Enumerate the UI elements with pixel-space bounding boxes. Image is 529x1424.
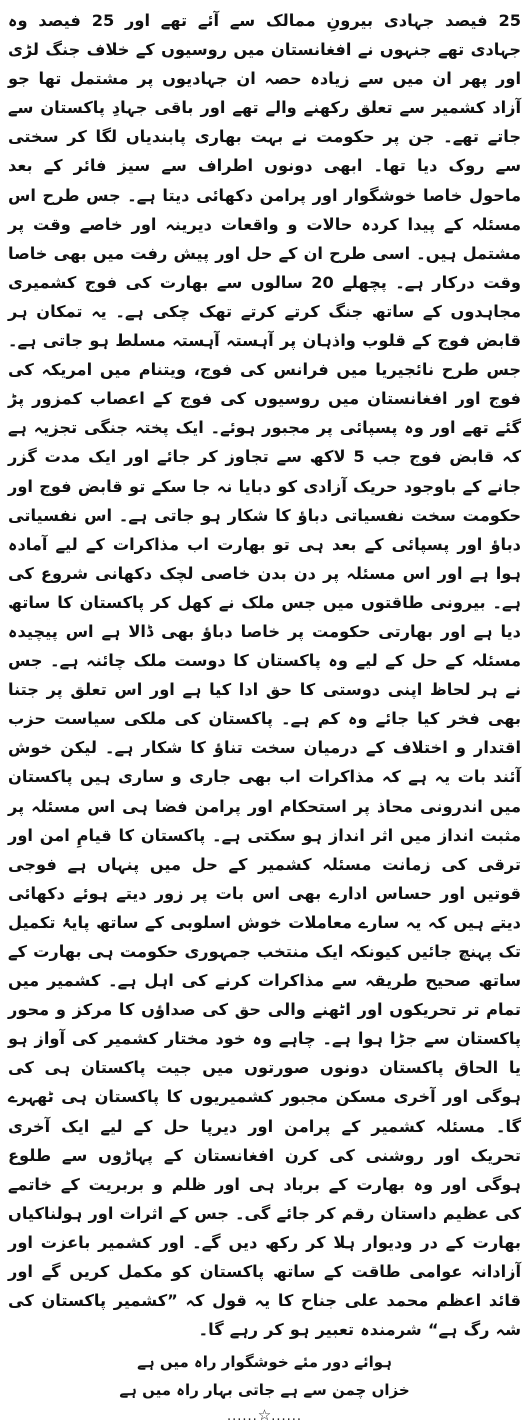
article-body-text: 25 فیصد جہادی بیرونِ ممالک سے آئے تھے اور 25 فیصد وہ جہادی تھے جنہوں نے افغانستان میں روسیوں کے خلاف جنگ لڑی اور پھر ان میں سے زیادہ حصہ ان جہادیوں پر مشتمل تھا جو آزاد کشمیر سے تعلق رکھنے والے تھے اور باقی جہادِ پاکستان سے جاتے تھے۔ جن پر حکومت نے بہت بھاری پابندیاں لگا کر سختی سے روک دیا تھا۔ ابھی دونوں اطراف سے سیز فائر کے بعد ماحول خاصا خوشگوار اور پرامن دکھائی دیتا ہے۔ جس طرح اس مسئلہ کے پیدا کردہ حالات و واقعات دیرینہ اور خاصے وقت پر مشتمل ہیں۔ اسی طرح ان کے حل اور پیش رفت میں بھی خاصا وقت درکار ہے۔ پچھلے 20 سالوں سے بھارت کی فوج کشمیری مجاہدوں کے ساتھ جنگ کرتے کرتے تھک چکی ہے۔ یہ تمکان ہر قابض فوج کے قلوب واذہان پر آہستہ آہستہ مسلط ہو جاتی ہے۔ جس طرح نائجیریا میں فرانس کی فوج، ویتنام میں امریکہ کی فوج اور افغانستان میں روسیوں کی فوج کے اعصاب کمزور پڑ گئے تھے اور وہ پسپائی پر مجبور ہوئے۔ ایک پختہ جنگی تجزیہ ہے کہ قابض فوج جب 5 لاکھ سے تجاوز کر جائے اور ایک مدت گزر جانے کے باوجود حریک آزادی کو دبایا نہ جا سکے تو قابض فوج اور حکومت سخت نفسیاتی دباؤ کا شکار ہو جاتی ہے۔ اس نفسیاتی دباؤ اور پسپائی کے بعد ہی تو بھارت اب مذاکرات کے لیے آمادہ ہوا ہے اور اس مسئلہ پر دن بدن خاصی لچک دکھانی شروع کی ہے۔ بیرونی طاقتوں میں جس ملک نے کھل کر پاکستان کا ساتھ دیا ہے اور بھارتی حکومت پر خاصا دباؤ بھی ڈالا ہے اس پیچیدہ مسئلہ کے حل کے لیے وہ پاکستان کا دوست ملک چائنہ ہے۔ جس نے ہر لحاظ اپنی دوستی کا حق ادا کیا ہے اور اس تعلق پر جتنا بھی فخر کیا جائے وہ کم ہے۔ پاکستان کی ملکی سیاست حزب اقتدار و اختلاف کے درمیان سخت تناؤ کا شکار ہے۔ لیکن خوش آئند بات یہ ہے کہ مذاکرات اب بھی جاری و ساری ہیں پاکستان میں اندرونی محاذ پر استحکام اور پرامن فضا ہی اس مسئلہ پر مثبت انداز میں اثر انداز ہو سکتی ہے۔ پاکستان کا قیامِ امن اور ترقی کی زمانت مسئلہ کشمیر کے حل میں پنہاں ہے فوجی قوتیں اور حساس ادارے بھی اس بات پر زور دیتے ہوئے دکھائی دیتے ہیں کہ یہ سارے معاملات خوش اسلوبی کے ساتھ پایۂ تکمیل تک پہنچ جائیں کیونکہ ایک منتخب جمہوری حکومت ہی بھارت کے ساتھ صحیح طریقہ سے مذاکرات کرنے کی اہل ہے۔ کشمیر میں تمام تر تحریکوں اور اٹھنے والی حق کی صداؤں کا مرکز و محور پاکستان سے جڑا ہوا ہے۔ چاہے وہ خود مختار کشمیر کی آواز ہو یا الحاق پاکستان دونوں صورتوں میں جیت پاکستان ہی کی ہوگی اور آخری مسکن مجبور کشمیریوں کا پاکستان ہی ٹھہرے گا۔ مسئلہ کشمیر کے پرامن اور دیرپا حل کے لیے ایک آخری تحریک اور روشنی کی کرن افغانستان کے پہاڑوں سے طلوع ہوگی اور وہ بھارت کے برباد ہی اور ظلم و بربریت کے خاتمے کی عظیم داستان رقم کر جائے گی۔ جس کے اثرات اور ہولناکیاں بھارت کے در ودیوار ہلا کر رکھ دیں گے۔ اور کشمیر باعزت اور آزادانہ عوامی طاقت کے ساتھ پاکستان کو مکمل کریں گے اور قائد اعظم محمد علی جناح کا یہ قول کہ ”کشمیر پاکستان کی شہ رگ ہے“ شرمندہ تعبیر ہو کر رہے گا۔ [8,11,522,1340]
article-page [8,6,522,1424]
verse-line-1: ہوائے دور مئے خوشگوار راہ میں ہے [137,1353,392,1372]
separator-dots-right: ...... [271,1409,303,1424]
closing-verse [8,1348,521,1404]
separator-dots-left: ...... [226,1409,258,1424]
end-separator [8,1406,521,1424]
star-icon: ☆ [257,1406,272,1424]
verse-line-2: خزاں چمن سے ہے جاتی بہار راہ میں ہے [119,1381,410,1400]
